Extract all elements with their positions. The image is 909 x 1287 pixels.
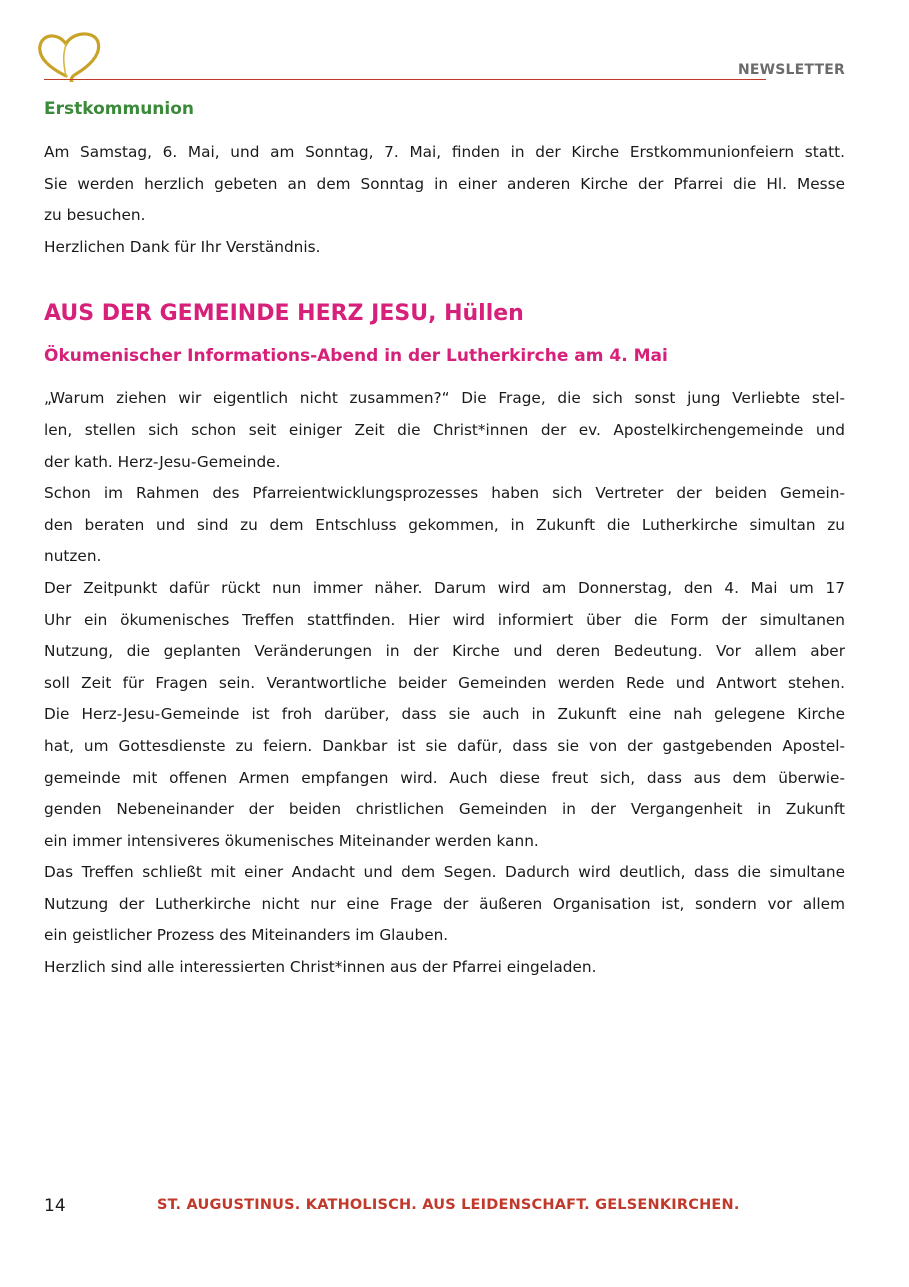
section-heading-herz-jesu: AUS DER GEMEINDE HERZ JESU, Hüllen	[44, 301, 524, 327]
text-line: Die Herz-Jesu-Gemeinde ist froh darüber, dass sie auch in Zukunft eine nah gelegene Kirche	[44, 705, 845, 724]
text-line: nutzen.	[44, 547, 102, 566]
text-line: ein immer intensiveres ökumenisches Miteinander werden kann.	[44, 831, 539, 850]
text-line: Sie werden herzlich gebeten an dem Sonntag in einer anderen Kirche der Pfarrei die Hl. Messe	[44, 174, 845, 193]
text-line: len, stellen sich schon seit einiger Zeit die Christ*innen der ev. Apostelkirchengemeinde und	[44, 420, 845, 439]
text-line: Herzlichen Dank für Ihr Verständnis.	[44, 237, 321, 256]
text-line: Schon im Rahmen des Pfarreientwicklungsprozesses haben sich Vertreter der beiden Gemein-	[44, 484, 845, 503]
text-line: Nutzung, die geplanten Veränderungen in der Kirche und deren Bedeutung. Vor allem aber	[44, 642, 845, 661]
text-line: Der Zeitpunkt dafür rückt nun immer näher. Darum wird am Donnerstag, den 4. Mai um 17	[44, 578, 845, 597]
text-line: den beraten und sind zu dem Entschluss gekommen, in Zukunft die Lutherkirche simultan zu	[44, 515, 845, 534]
text-line: der kath. Herz-Jesu-Gemeinde.	[44, 452, 281, 471]
text-line: „Warum ziehen wir eigentlich nicht zusammen?“ Die Frage, die sich sonst jung Verliebte stel-	[44, 389, 845, 408]
page-number: 14	[44, 1196, 66, 1216]
text-line: genden Nebeneinander der beiden christlichen Gemeinden in der Vergangenheit in Zukunft	[44, 800, 845, 819]
header-rule	[44, 79, 766, 80]
footer-slogan: ST. AUGUSTINUS. KATHOLISCH. AUS LEIDENSCHAFT. GELSENKIRCHEN.	[157, 1197, 740, 1213]
text-line: Uhr ein ökumenisches Treffen stattfinden. Hier wird informiert über die Form der simultanen	[44, 610, 845, 629]
heart-logo-icon	[36, 28, 102, 82]
section-heading-erstkommunion: Erstkommunion	[44, 99, 195, 119]
text-line: soll Zeit für Fragen sein. Verantwortliche beider Gemeinden werden Rede und Antwort stehen.	[44, 673, 845, 692]
text-line: gemeinde mit offenen Armen empfangen wird. Auch diese freut sich, dass aus dem überwie-	[44, 768, 845, 787]
text-line: Herzlich sind alle interessierten Christ*innen aus der Pfarrei eingeladen.	[44, 958, 597, 977]
text-line: Nutzung der Lutherkirche nicht nur eine Frage der äußeren Organisation ist, sondern vor allem	[44, 894, 845, 913]
text-line: hat, um Gottesdienste zu feiern. Dankbar ist sie dafür, dass sie von der gastgebenden Apostel-	[44, 736, 845, 755]
page-content	[44, 96, 845, 984]
text-line: ein geistlicher Prozess des Miteinanders im Glauben.	[44, 926, 449, 945]
section1-paragraph	[44, 137, 845, 263]
newsletter-label: NEWSLETTER	[737, 62, 845, 78]
text-line: Am Samstag, 6. Mai, und am Sonntag, 7. Mai, finden in der Kirche Erstkommunionfeiern statt.	[44, 143, 845, 161]
text-line: zu besuchen.	[44, 206, 146, 225]
text-line: Das Treffen schließt mit einer Andacht und dem Segen. Dadurch wird deutlich, dass die simultane	[44, 863, 845, 882]
section2-paragraph	[44, 383, 845, 983]
article-subheading: Ökumenischer Informations-Abend in der Lutherkirche am 4. Mai	[44, 346, 668, 367]
